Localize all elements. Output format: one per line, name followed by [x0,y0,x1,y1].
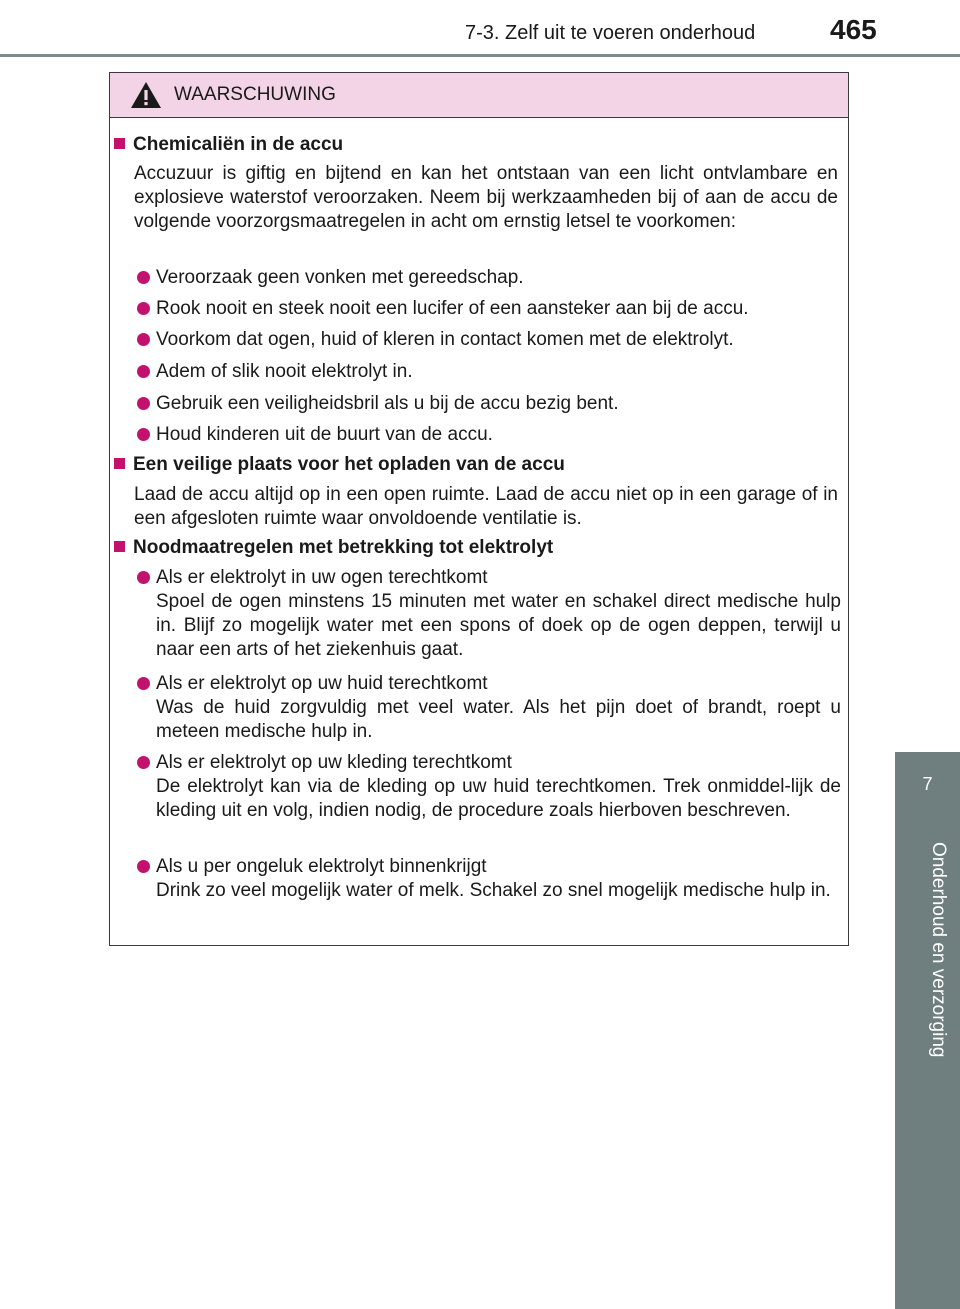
section-heading: Chemicaliën in de accu [114,134,343,156]
bullet-dot-icon [137,302,150,315]
chapter-strip [895,830,960,1309]
page-header [0,0,960,60]
bullet-dot-icon [137,571,150,584]
bullet-dot-icon [137,756,150,769]
list-item: Als er elektrolyt in uw ogen terechtkomt Spoel de ogen minstens 15 minuten met water en schakel direct medische hulp in. Blijf zo mogelijk water met een spons of doek op de ogen deppen, terwijl u naar een arts of het ziekenhuis gaat. [137,566,841,662]
square-bullet-icon [114,458,125,469]
warning-box [109,72,849,946]
section-heading: Een veilige plaats voor het opladen van de accu [114,454,565,476]
page-number: 465 [830,14,877,45]
list-item: Veroorzaak geen vonken met gereedschap. [137,266,841,290]
warning-triangle-icon [130,81,162,109]
chapter-number: 7 [922,774,933,794]
bullet-dot-icon [137,428,150,441]
list-item: Als u per ongeluk elektrolyt binnenkrijgt Drink zo veel mogelijk water of melk. Schakel zo snel mogelijk medische hulp in. [137,855,841,903]
section-paragraph: Laad de accu altijd op in een open ruimte. Laad de accu niet op in een garage of in een afgesloten ruimte waar onvoldoende ventilatie is. [134,484,838,529]
bullet-dot-icon [137,397,150,410]
bullet-dot-icon [137,271,150,284]
square-bullet-icon [114,541,125,552]
list-item: Rook nooit en steek nooit een lucifer of een aansteker aan bij de accu. [137,297,841,321]
bullet-dot-icon [137,677,150,690]
header-rule [0,54,960,57]
list-item: Als er elektrolyt op uw kleding terechtkomt De elektrolyt kan via de kleding op uw huid terechtkomen. Trek onmiddel-lijk de kleding uit en volg, indien nodig, de procedure zoals hierboven beschreven. [137,751,841,823]
bullet-dot-icon [137,365,150,378]
section-title: 7-3. Zelf uit te voeren onderhoud [465,22,756,44]
square-bullet-icon [114,138,125,149]
chapter-tab [895,752,960,830]
list-item: Adem of slik nooit elektrolyt in. [137,360,841,384]
chapter-label: Onderhoud en verzorging [928,842,949,1058]
section-heading: Noodmaatregelen met betrekking tot elektrolyt [114,537,553,559]
list-item: Als er elektrolyt op uw huid terechtkomt Was de huid zorgvuldig met veel water. Als het pijn doet of brandt, roept u meteen medische hulp in. [137,672,841,744]
list-item: Gebruik een veiligheidsbril als u bij de accu bezig bent. [137,392,841,416]
warning-header [110,73,848,118]
section-paragraph: Accuzuur is giftig en bijtend en kan het ontstaan van een licht ontvlambare en explosieve waterstof veroorzaken. Neem bij werkzaamheden bij of aan de accu de volgende voorzorgsmaatregelen in acht om ernstig letsel te voorkomen: [134,163,838,232]
list-item: Houd kinderen uit de buurt van de accu. [137,423,841,447]
list-item: Voorkom dat ogen, huid of kleren in contact komen met de elektrolyt. [137,328,841,352]
bullet-dot-icon [137,333,150,346]
bullet-dot-icon [137,860,150,873]
warning-title: WAARSCHUWING [174,84,336,105]
